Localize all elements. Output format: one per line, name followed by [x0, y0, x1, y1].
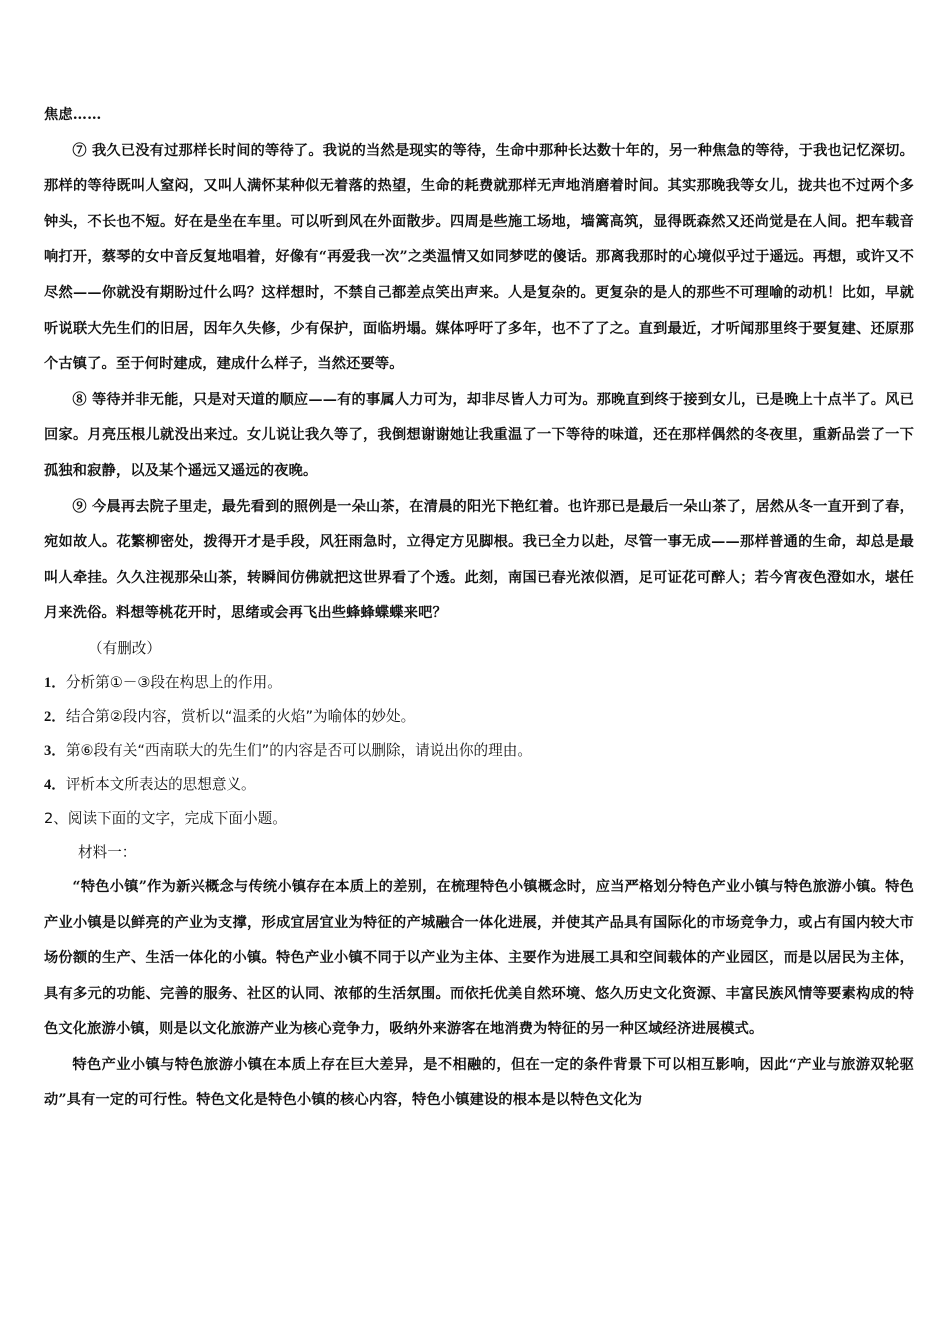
question-number: 3． [44, 742, 66, 759]
paragraph-9: ⑨ 今晨再去院子里走，最先看到的照例是一朵山茶，在清晨的阳光下艳红着。也许那已是最后一朵山茶了，居然从冬一直开到了春，宛如故人。花繁柳密处，拨得开才是手段，风狂雨急时，立得定方见脚根。我已全力以赴，尽管一事无成——那样普通的生命，却总是最叫人牵挂。久久注视那朵山茶，转瞬间仿佛就把这世界看了个透。此刻，南国已春光浓似酒，足可证花可醉人；若今宵夜色澄如水，堪任月来洗俗。料想等桃花开时，思绪或会再飞出些蜂蜂蝶蝶来吧？ [44, 498, 914, 622]
paragraph-7: ⑦ 我久已没有过那样长时间的等待了。我说的当然是现实的等待，生命中那种长达数十年的，另一种焦急的等待，于我也记忆深切。那样的等待既叫人窒闷，又叫人满怀某种似无着落的热望，生命的耗费就那样无声地消磨着时间。其实那晚我等女儿，拢共也不过两个多钟头，不长也不短。好在是坐在车里。可以听到风在外面散步。四周是些施工场地，墙篱高筑，显得既森然又还尚觉是在人间。把车载音响打开，蔡琴的女中音反复地唱着，好像有“再爱我一次”之类温情又如同梦呓的傻话。那离我那时的心境似乎过于遥远。再想，或许又不尽然——你就没有期盼过什么吗？这样想时，不禁自己都差点笑出声来。人是复杂的。更复杂的是人的那些不可理喻的动机！比如，早就听说联大先生们的旧居，因年久失修，少有保护，面临坍塌。媒体呼吁了多年，也不了了之。直到最近，才听闻那里终于要复建、还原那个古镇了。至于何时建成，建成什么样子，当然还要等。 [44, 142, 914, 373]
section-2-heading: 2、阅读下面的文字，完成下面小题。 [44, 809, 287, 827]
material-paragraph-2: 特色产业小镇与特色旅游小镇在本质上存在巨大差异，是不相融的，但在一定的条件背景下可以相互影响，因此“产业与旅游双轮驱动”具有一定的可行性。特色文化是特色小镇的核心内容，特色小镇建设的根本是以特色文化为 [44, 1056, 914, 1109]
question-text: 评析本文所表达的思想意义。 [65, 775, 256, 793]
question-1 [44, 666, 914, 700]
edit-note: （有删改） [88, 639, 161, 657]
question-3 [44, 734, 914, 768]
document-page [44, 98, 914, 1119]
question-number: 2． [44, 708, 66, 725]
passage-lead: 焦虑…… [44, 107, 102, 123]
material-paragraph-1: “特色小镇”作为新兴概念与传统小镇存在本质上的差别，在梳理特色小镇概念时，应当严格划分特色产业小镇与特色旅游小镇。特色产业小镇是以鲜亮的产业为支撑，形成宜居宜业为特征的产城融合一体化进展，并使其产品具有国际化的市场竞争力，或占有国内较大市场份额的生产、生活一体化的小镇。特色产业小镇不同于以产业为主体、主要作为进展工具和空间载体的产业园区，而是以居民为主体，具有多元的功能、完善的服务、社区的认同、浓郁的生活氛围。而依托优美自然环境、悠久历史文化资源、丰富民族风情等要素构成的特色文化旅游小镇，则是以文化旅游产业为核心竞争力，吸纳外来游客在地消费为特征的另一种区域经济进展模式。 [44, 878, 914, 1038]
question-number: 1． [44, 674, 66, 691]
material-label: 材料一： [78, 843, 137, 861]
question-text: 分析第①－③段在构思上的作用。 [65, 673, 282, 691]
question-2 [44, 700, 914, 734]
question-text: 结合第②段内容，赏析以“温柔的火焰”为喻体的妙处。 [65, 707, 416, 725]
paragraph-8: ⑧ 等待并非无能，只是对天道的顺应——有的事属人力可为，却非尽皆人力可为。那晚直到终于接到女儿，已是晚上十点半了。风已回家。月亮压根儿就没出来过。女儿说让我久等了，我倒想谢谢她让我重温了一下等待的味道，还在那样偶然的冬夜里，重新品尝了一下孤独和寂静，以及某个遥远又遥远的夜晚。 [44, 391, 914, 479]
question-4 [44, 768, 914, 802]
question-text: 第⑥段有关“西南联大的先生们”的内容是否可以删除，请说出你的理由。 [65, 741, 532, 759]
question-number: 4． [44, 776, 66, 793]
